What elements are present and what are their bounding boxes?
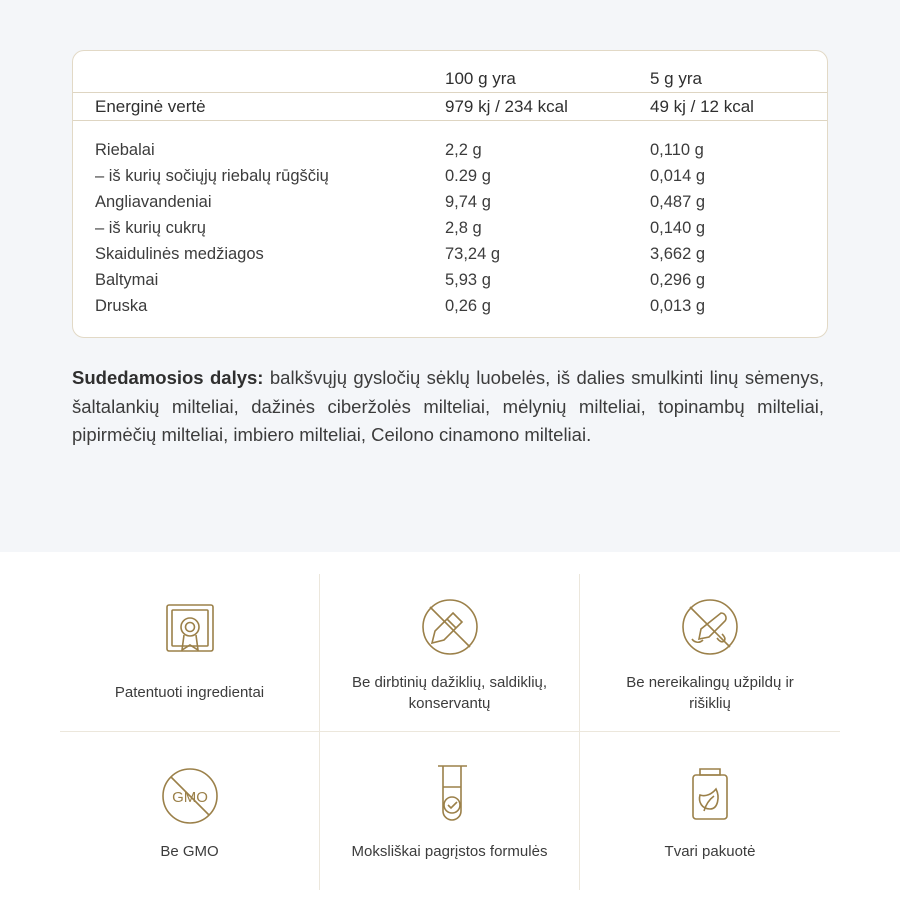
ingredients-heading: Sudedamosios dalys:: [72, 367, 264, 388]
nutrition-table: [73, 65, 827, 319]
table-row: [73, 293, 827, 319]
row-label: Riebalai: [95, 140, 155, 159]
row-per-100g: 5,93 g: [445, 270, 491, 289]
table-header-row: [73, 65, 827, 92]
row-label: Druska: [95, 296, 148, 315]
table-row: [73, 137, 827, 163]
row-per-5g: 0,487 g: [650, 192, 706, 211]
feature-label: Moksliškai pagrįstos formulės: [351, 842, 548, 860]
features-section: [0, 552, 900, 900]
feature-label: Be GMO: [160, 842, 219, 860]
ingredients-text: balkšvųjų gysločių sėklų luobelės, iš dalies smulkinti linų sėmenys, šaltalankių milteliai, dažinės ciberžolės milteliai, mėlynių milteliai, topinambų milteliai, pipirmėčių milteliai, imbiero milteliai, Ceilono cinamono milteliai.: [72, 367, 824, 446]
row-per-5g: 3,662 g: [650, 244, 706, 263]
row-per-5g: 0,013 g: [650, 296, 706, 315]
table-row: [73, 241, 827, 267]
row-label: Skaidulinės medžiagos: [95, 244, 264, 263]
feature-no-fillers: [580, 574, 840, 732]
feature-label: Tvari pakuotė: [664, 842, 756, 860]
row-per-100g: 0.29 g: [445, 166, 491, 185]
ingredients-paragraph: [72, 364, 824, 450]
column-header-per-100g: 100 g yra: [445, 68, 516, 88]
energy-per-100g: 979 kj / 234 kcal: [445, 96, 568, 116]
no-gmo-icon: [157, 760, 223, 832]
table-row: [73, 163, 827, 189]
sustainable-packaging-icon: [681, 760, 739, 832]
energy-label: Energinė vertė: [95, 96, 206, 116]
table-row: [73, 215, 827, 241]
row-per-100g: 2,2 g: [445, 140, 482, 159]
row-label: – iš kurių cukrų: [95, 218, 206, 237]
column-header-name: [73, 65, 445, 92]
table-row: [73, 189, 827, 215]
no-fillers-icon: [677, 591, 743, 663]
feature-sustainable-packaging: [580, 732, 840, 890]
feature-label: Patentuoti ingredientai: [114, 684, 265, 702]
feature-science-based: [320, 732, 580, 890]
row-label: Angliavandeniai: [95, 192, 212, 211]
row-per-5g: 0,014 g: [650, 166, 706, 185]
row-per-100g: 0,26 g: [445, 296, 491, 315]
svg-text:GMO: GMO: [171, 788, 208, 806]
energy-per-5g: 49 kj / 12 kcal: [650, 96, 754, 116]
test-tube-check-icon: [422, 760, 478, 832]
feature-no-gmo: [60, 732, 320, 890]
row-per-5g: 0,110 g: [650, 140, 704, 159]
nutrition-card: [72, 50, 828, 338]
row-per-5g: 0,296 g: [650, 270, 706, 289]
feature-label: Be nereikalingų užpildų ir rišiklių: [626, 674, 794, 712]
table-row: [73, 267, 827, 293]
row-per-100g: 9,74 g: [445, 192, 491, 211]
row-label: Baltymai: [95, 270, 159, 289]
feature-no-artificial-additives: [320, 574, 580, 732]
row-per-100g: 2,8 g: [445, 218, 482, 237]
feature-patented-ingredients: [60, 574, 320, 732]
table-row-energy: [73, 93, 827, 120]
feature-label: Be dirbtinių dažiklių, saldiklių, konservantų: [351, 674, 548, 712]
certificate-icon: [158, 601, 222, 673]
row-per-5g: 0,140 g: [650, 218, 706, 237]
row-per-100g: 73,24 g: [445, 244, 501, 263]
column-header-per-5g: 5 g yra: [650, 68, 702, 88]
features-grid: [60, 574, 840, 890]
spacer: [73, 121, 827, 137]
no-artificial-colors-icon: [417, 591, 483, 663]
row-label: – iš kurių sočiųjų riebalų rūgščių: [95, 166, 329, 185]
